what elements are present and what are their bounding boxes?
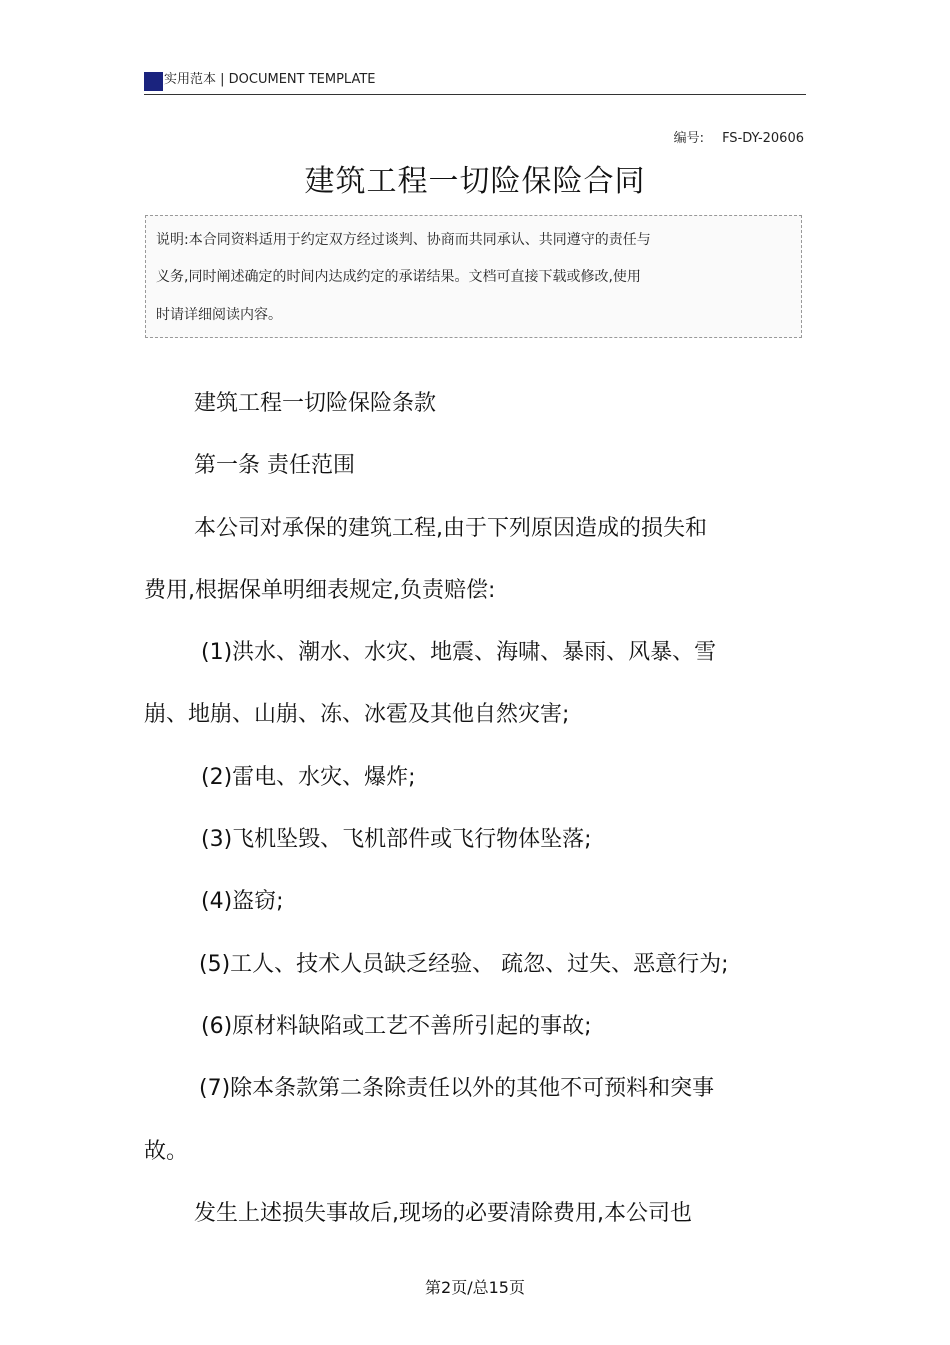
list-item: (1)洪水、潮水、水灾、地震、海啸、暴雨、风暴、雪 [201,640,717,665]
document-number [674,127,804,146]
notice-line: 说明:本合同资料适用于约定双方经过谈判、协商而共同承认、共同遵守的责任与 [156,232,651,248]
list-item: 故。 [144,1139,189,1164]
list-item: (6)原材料缺陷或工艺不善所引起的事故; [201,1014,592,1039]
list-item: (2)雷电、水灾、爆炸; [201,765,416,790]
list-item: (4)盗窃; [201,889,284,914]
list-item: (7)除本条款第二条除责任以外的其他不可预料和突事 [199,1076,715,1101]
header-logo-square [144,72,163,91]
clause-heading: 建筑工程一切险保险条款 [194,391,437,416]
article-heading: 第一条 责任范围 [194,453,355,478]
body-paragraph: 发生上述损失事故后,现场的必要清除费用,本公司也 [194,1201,692,1226]
notice-line: 时请详细阅读内容。 [156,307,282,323]
list-item: (3)飞机坠毁、飞机部件或飞行物体坠落; [201,827,592,852]
document-number-value: FS-DY-20606 [722,131,804,146]
body-paragraph: 本公司对承保的建筑工程,由于下列原因造成的损失和 [194,516,707,541]
list-item: (5)工人、技术人员缺乏经验、 疏忽、过失、恶意行为; [199,952,729,977]
document-number-label: 编号: [673,131,705,146]
list-item: 崩、地崩、山崩、冻、冰雹及其他自然灾害; [144,702,570,727]
body-paragraph: 费用,根据保单明细表规定,负责赔偿: [144,578,496,603]
notice-line: 义务,同时阐述确定的时间内达成约定的承诺结果。文档可直接下载或修改,使用 [156,269,641,285]
page-footer: 第2页/总15页 [425,1278,525,1297]
document-title: 建筑工程一切险保险合同 [304,164,646,199]
document-header [144,70,806,95]
notice-box [145,215,802,338]
header-text: 实用范本 | DOCUMENT TEMPLATE [164,72,376,87]
